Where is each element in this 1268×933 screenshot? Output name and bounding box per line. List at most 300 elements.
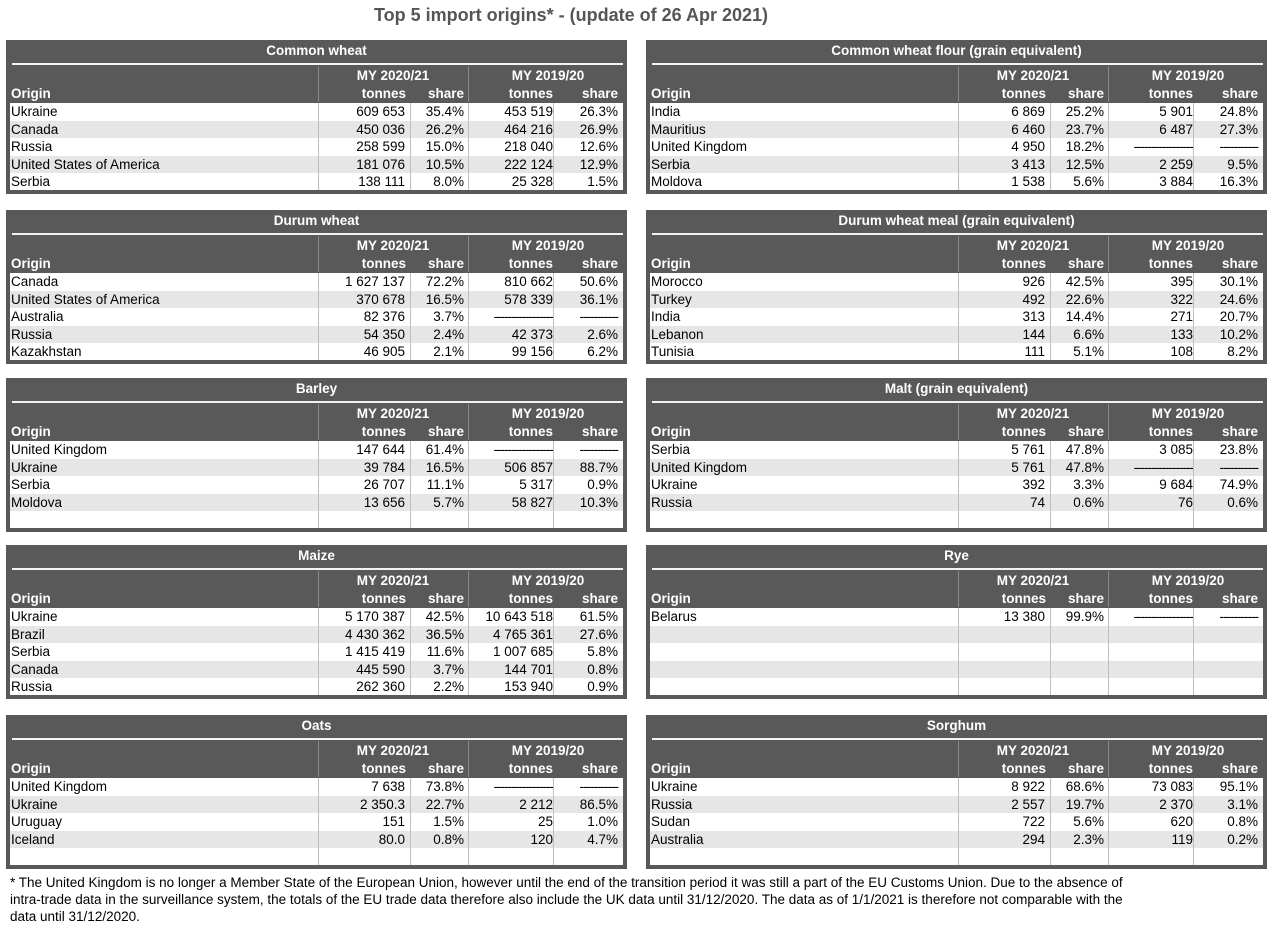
share-2019-20-cell: 0.8%: [587, 661, 618, 677]
header-tonnes-2019-20: tonnes: [508, 424, 553, 439]
origin-cell: Australia: [651, 831, 704, 847]
table-row: [650, 661, 1263, 679]
header-my-2019-20: MY 2019/20: [511, 238, 585, 253]
tonnes-2020-21-cell: 609 653: [356, 104, 405, 119]
header-tonnes-2019-20: tonnes: [508, 591, 553, 606]
tonnes-2020-21-cell: 1 415 419: [344, 644, 405, 659]
panel-common-wheat: [6, 40, 627, 194]
table-row: [10, 643, 623, 661]
tonnes-2020-21-cell: 492: [1022, 291, 1045, 307]
header-share-2020-21: share: [427, 761, 464, 776]
table-row: [10, 678, 623, 696]
column-line: [1050, 273, 1051, 360]
header-my-2019-20: MY 2019/20: [511, 743, 585, 758]
share-2019-20-cell: 12.6%: [579, 139, 618, 154]
origin-cell: Ukraine: [11, 609, 58, 624]
share-2020-21-cell: 11.1%: [426, 477, 464, 492]
table-rows: [650, 778, 1263, 865]
table-row: [650, 441, 1263, 459]
tonnes-2019-20-cell: 5 901: [1159, 104, 1193, 119]
tonnes-2020-21-cell: 926: [1022, 274, 1045, 289]
header-origin: Origin: [11, 424, 51, 439]
panel-title: Durum wheat meal (grain equivalent): [838, 213, 1075, 228]
column-header: [650, 571, 1263, 607]
tonnes-2019-20-cell: 6 487: [1159, 121, 1193, 137]
column-line: [468, 273, 469, 360]
share-2019-20-cell: 5.8%: [587, 644, 618, 659]
panel-body: [650, 741, 1263, 865]
share-2019-20-cell: 4.7%: [587, 831, 618, 847]
title-divider: [12, 738, 623, 740]
origin-cell: United States of America: [11, 156, 160, 172]
share-2020-21-cell: 72.2%: [425, 274, 464, 289]
share-2020-21-cell: 36.5%: [425, 626, 464, 642]
share-2020-21-cell: 11.6%: [426, 644, 464, 659]
origin-cell: Russia: [11, 139, 53, 154]
table-row: [650, 476, 1263, 494]
column-line: [410, 273, 411, 360]
origin-cell: Russia: [651, 494, 693, 510]
panel-body: [10, 571, 623, 695]
header-tonnes-2020-21: tonnes: [1001, 424, 1046, 439]
header-separator: [468, 404, 469, 440]
tonnes-2019-20-cell: 271: [1170, 309, 1193, 324]
tonnes-2020-21-cell: 80.0: [378, 831, 405, 847]
origin-cell: Canada: [11, 661, 59, 677]
tonnes-2019-20-cell: 2 212: [519, 796, 553, 812]
header-share-2019-20: share: [581, 591, 618, 606]
origin-cell: Iceland: [11, 831, 55, 847]
table-row: [10, 778, 623, 796]
table-row: [10, 326, 623, 344]
panel-durum-wheat-meal-grain-equivalent: [646, 210, 1267, 364]
share-2020-21-cell: 68.6%: [1065, 779, 1104, 794]
share-2019-20-cell: 95.1%: [1219, 779, 1258, 794]
tonnes-2019-20-cell: 9 684: [1159, 477, 1193, 492]
table-row: [650, 608, 1263, 626]
column-line: [1193, 778, 1194, 865]
column-line: [958, 103, 959, 190]
tonnes-2019-20-cell: -----------------: [1133, 459, 1193, 475]
tonnes-2019-20-cell: 810 662: [504, 274, 553, 289]
tonnes-2020-21-cell: 3 413: [1011, 156, 1045, 172]
header-separator: [1108, 404, 1109, 440]
origin-cell: Canada: [11, 121, 59, 137]
column-line: [958, 608, 959, 695]
table-rows: [10, 441, 623, 528]
share-2020-21-cell: 2.3%: [1073, 831, 1104, 847]
title-divider: [12, 63, 623, 65]
tonnes-2019-20-cell: 119: [1171, 831, 1193, 847]
panel-body: [650, 404, 1263, 528]
table-row: [650, 326, 1263, 344]
header-share-2019-20: share: [1221, 761, 1258, 776]
header-tonnes-2020-21: tonnes: [1001, 86, 1046, 101]
table-row: [650, 173, 1263, 191]
panel-title: Common wheat: [266, 43, 367, 58]
table-row: [10, 121, 623, 139]
share-2020-21-cell: 2.1%: [433, 344, 464, 359]
tonnes-2020-21-cell: 111: [1024, 344, 1045, 359]
tonnes-2020-21-cell: 26 707: [363, 477, 405, 492]
share-2020-21-cell: 19.7%: [1065, 796, 1104, 812]
header-origin: Origin: [11, 761, 51, 776]
origin-cell: Sudan: [651, 814, 691, 829]
origin-cell: Turkey: [651, 291, 692, 307]
header-tonnes-2020-21: tonnes: [361, 424, 406, 439]
table-row: [10, 343, 623, 361]
header-tonnes-2019-20: tonnes: [1148, 424, 1193, 439]
panel-maize: [6, 545, 627, 699]
tonnes-2019-20-cell: 99 156: [511, 344, 553, 359]
panel-body: [10, 66, 623, 190]
origin-cell: Russia: [11, 326, 53, 342]
column-header: [650, 404, 1263, 440]
origin-cell: Moldova: [651, 174, 703, 189]
column-header: [10, 66, 623, 102]
share-2020-21-cell: 14.4%: [1065, 309, 1104, 324]
header-share-2019-20: share: [1221, 86, 1258, 101]
origin-cell: Tunisia: [651, 344, 695, 359]
tonnes-2019-20-cell: -----------------: [1133, 609, 1193, 624]
table-row: [650, 308, 1263, 326]
column-line: [318, 273, 319, 360]
share-2019-20-cell: 2.6%: [587, 326, 618, 342]
column-header: [650, 236, 1263, 272]
tonnes-2019-20-cell: 464 216: [504, 121, 553, 137]
origin-cell: Canada: [11, 274, 59, 289]
origin-cell: Mauritius: [651, 121, 706, 137]
table-row: [10, 848, 623, 866]
share-2019-20-cell: 26.9%: [579, 121, 618, 137]
column-line: [468, 441, 469, 528]
panel-body: [10, 236, 623, 360]
tonnes-2020-21-cell: 54 350: [363, 326, 405, 342]
header-separator: [958, 741, 959, 777]
page-title: Top 5 import origins* - (update of 26 Apr 2021): [373, 5, 769, 25]
tonnes-2020-21-cell: 6 460: [1011, 121, 1045, 137]
column-line: [958, 273, 959, 360]
tonnes-2020-21-cell: 144: [1022, 326, 1045, 342]
header-my-2020-21: MY 2020/21: [356, 238, 430, 253]
tonnes-2020-21-cell: 8 922: [1011, 779, 1045, 794]
table-rows: [10, 103, 623, 190]
share-2020-21-cell: 42.5%: [425, 609, 464, 624]
tonnes-2020-21-cell: 1 627 137: [344, 274, 405, 289]
share-2020-21-cell: 12.5%: [1065, 156, 1104, 172]
tonnes-2020-21-cell: 5 170 387: [344, 609, 405, 624]
column-line: [1193, 103, 1194, 190]
header-my-2019-20: MY 2019/20: [1151, 743, 1225, 758]
share-2019-20-cell: -----------: [579, 779, 618, 794]
header-separator: [468, 236, 469, 272]
panel-rye: [646, 545, 1267, 699]
origin-cell: Ukraine: [651, 779, 698, 794]
panel-common-wheat-flour-grain-equivalent: [646, 40, 1267, 194]
column-line: [1108, 778, 1109, 865]
column-line: [1193, 608, 1194, 695]
header-separator: [318, 236, 319, 272]
share-2019-20-cell: 27.6%: [579, 626, 618, 642]
share-2020-21-cell: 61.4%: [425, 442, 464, 457]
footnote: * The United Kingdom is no longer a Member State of the European Union, however until the end of the transition period it was still a part of the EU Customs Union. Due to the absence of intra-trade data in the surveillance system, the totals of the EU trade data therefore also include the UK data until 31/12/2020. The data as of 1/1/2021 is therefore not comparable with the data until 31/12/2020.: [10, 875, 1123, 924]
column-line: [410, 608, 411, 695]
header-separator: [468, 741, 469, 777]
tonnes-2020-21-cell: 7 638: [371, 779, 405, 794]
header-share-2020-21: share: [1067, 761, 1104, 776]
tonnes-2019-20-cell: 620: [1170, 814, 1193, 829]
share-2020-21-cell: 25.2%: [1065, 104, 1104, 119]
tonnes-2019-20-cell: 222 124: [504, 156, 553, 172]
column-line: [1050, 441, 1051, 528]
table-row: [650, 459, 1263, 477]
column-line: [1193, 441, 1194, 528]
header-my-2019-20: MY 2019/20: [511, 406, 585, 421]
header-separator: [318, 571, 319, 607]
share-2020-21-cell: 6.6%: [1073, 326, 1104, 342]
header-tonnes-2019-20: tonnes: [1148, 86, 1193, 101]
tonnes-2020-21-cell: 370 678: [356, 291, 405, 307]
share-2020-21-cell: 2.4%: [433, 326, 464, 342]
table-row: [10, 273, 623, 291]
header-my-2020-21: MY 2020/21: [996, 743, 1070, 758]
header-tonnes-2019-20: tonnes: [508, 86, 553, 101]
header-my-2020-21: MY 2020/21: [996, 238, 1070, 253]
tonnes-2019-20-cell: 578 339: [504, 291, 553, 307]
table-rows: [650, 273, 1263, 360]
tonnes-2019-20-cell: 218 040: [504, 139, 553, 154]
table-row: [10, 626, 623, 644]
table-row: [10, 173, 623, 191]
table-row: [10, 494, 623, 512]
origin-cell: Serbia: [651, 156, 691, 172]
share-2020-21-cell: 1.5%: [433, 814, 464, 829]
origin-cell: Kazakhstan: [11, 344, 82, 359]
share-2020-21-cell: 0.8%: [433, 831, 464, 847]
column-line: [318, 441, 319, 528]
title-divider: [652, 568, 1263, 570]
column-line: [1050, 778, 1051, 865]
header-share-2019-20: share: [581, 424, 618, 439]
share-2019-20-cell: 24.8%: [1219, 104, 1258, 119]
panel-oats: [6, 715, 627, 869]
origin-cell: Uruguay: [11, 814, 63, 829]
title-divider: [12, 568, 623, 570]
header-share-2020-21: share: [427, 86, 464, 101]
share-2019-20-cell: 16.3%: [1219, 174, 1258, 189]
table-row: [650, 343, 1263, 361]
table-rows: [650, 441, 1263, 528]
origin-cell: Russia: [651, 796, 693, 812]
panel-durum-wheat: [6, 210, 627, 364]
tonnes-2019-20-cell: -----------------: [493, 779, 553, 794]
panel-body: [650, 571, 1263, 695]
header-my-2019-20: MY 2019/20: [1151, 406, 1225, 421]
origin-cell: United States of America: [11, 291, 160, 307]
table-row: [650, 813, 1263, 831]
share-2019-20-cell: 3.1%: [1227, 796, 1258, 812]
origin-cell: Serbia: [11, 644, 51, 659]
header-my-2019-20: MY 2019/20: [511, 573, 585, 588]
share-2019-20-cell: 88.7%: [579, 459, 618, 475]
panel-body: [650, 236, 1263, 360]
header-origin: Origin: [11, 256, 51, 271]
share-2019-20-cell: 12.9%: [579, 156, 618, 172]
tonnes-2020-21-cell: 82 376: [363, 309, 405, 324]
tonnes-2019-20-cell: 133: [1170, 326, 1193, 342]
header-tonnes-2020-21: tonnes: [361, 591, 406, 606]
title-divider: [12, 401, 623, 403]
table-row: [10, 441, 623, 459]
header-my-2019-20: MY 2019/20: [1151, 573, 1225, 588]
share-2019-20-cell: 30.1%: [1219, 274, 1258, 289]
share-2019-20-cell: 6.2%: [587, 344, 618, 359]
table-row: [10, 796, 623, 814]
column-line: [1050, 103, 1051, 190]
panel-body: [10, 741, 623, 865]
title-divider: [652, 401, 1263, 403]
table-row: [650, 138, 1263, 156]
column-line: [1108, 608, 1109, 695]
tonnes-2019-20-cell: 2 370: [1159, 796, 1193, 812]
header-tonnes-2019-20: tonnes: [1148, 761, 1193, 776]
header-tonnes-2020-21: tonnes: [361, 256, 406, 271]
origin-cell: Serbia: [11, 477, 51, 492]
tonnes-2019-20-cell: 76: [1177, 494, 1193, 510]
share-2020-21-cell: 3.7%: [433, 309, 464, 324]
table-row: [650, 156, 1263, 174]
share-2020-21-cell: 22.6%: [1065, 291, 1104, 307]
tonnes-2020-21-cell: 5 761: [1011, 442, 1045, 457]
table-row: [10, 608, 623, 626]
table-row: [10, 511, 623, 529]
table-row: [10, 103, 623, 121]
tonnes-2019-20-cell: -----------------: [493, 442, 553, 457]
origin-cell: Morocco: [651, 274, 703, 289]
title-divider: [652, 738, 1263, 740]
origin-cell: Serbia: [651, 442, 691, 457]
tonnes-2020-21-cell: 392: [1022, 477, 1045, 492]
panel-sorghum: [646, 715, 1267, 869]
header-origin: Origin: [651, 86, 691, 101]
origin-cell: Lebanon: [651, 326, 704, 342]
share-2019-20-cell: 10.3%: [579, 494, 618, 510]
tonnes-2020-21-cell: 1 538: [1011, 174, 1045, 189]
table-row: [10, 138, 623, 156]
share-2020-21-cell: 2.2%: [433, 679, 464, 694]
tonnes-2019-20-cell: 25 328: [511, 174, 553, 189]
table-row: [10, 459, 623, 477]
tonnes-2019-20-cell: 506 857: [504, 459, 553, 475]
tonnes-2020-21-cell: 13 380: [1003, 609, 1045, 624]
share-2020-21-cell: 10.5%: [425, 156, 464, 172]
share-2020-21-cell: 8.0%: [433, 174, 464, 189]
share-2020-21-cell: 23.7%: [1065, 121, 1104, 137]
share-2019-20-cell: 1.0%: [587, 814, 618, 829]
share-2020-21-cell: 22.7%: [425, 796, 464, 812]
tonnes-2019-20-cell: 25: [537, 814, 553, 829]
share-2019-20-cell: 23.8%: [1219, 442, 1258, 457]
share-2020-21-cell: 16.5%: [425, 459, 464, 475]
table-rows: [10, 778, 623, 865]
origin-cell: Serbia: [11, 174, 51, 189]
column-line: [1050, 608, 1051, 695]
tonnes-2020-21-cell: 46 905: [363, 344, 405, 359]
tonnes-2019-20-cell: 120: [530, 831, 553, 847]
header-separator: [1108, 236, 1109, 272]
tonnes-2020-21-cell: 2 557: [1011, 796, 1045, 812]
share-2019-20-cell: 8.2%: [1227, 344, 1258, 359]
table-row: [650, 511, 1263, 529]
header-share-2020-21: share: [1067, 256, 1104, 271]
column-line: [958, 778, 959, 865]
tonnes-2020-21-cell: 147 644: [356, 442, 405, 457]
share-2019-20-cell: 0.9%: [587, 679, 618, 694]
tonnes-2019-20-cell: 108: [1170, 344, 1193, 359]
origin-cell: India: [651, 104, 681, 119]
tonnes-2020-21-cell: 722: [1022, 814, 1045, 829]
header-separator: [958, 571, 959, 607]
header-separator: [468, 66, 469, 102]
share-2019-20-cell: 0.8%: [1227, 814, 1258, 829]
share-2019-20-cell: 24.6%: [1219, 291, 1258, 307]
tonnes-2019-20-cell: 453 519: [504, 104, 553, 119]
header-share-2019-20: share: [581, 86, 618, 101]
header-origin: Origin: [651, 761, 691, 776]
column-line: [468, 608, 469, 695]
origin-cell: Ukraine: [11, 459, 58, 475]
share-2019-20-cell: -----------: [579, 309, 618, 324]
panel-body: [650, 66, 1263, 190]
header-share-2019-20: share: [581, 256, 618, 271]
share-2020-21-cell: 47.8%: [1065, 459, 1104, 475]
tonnes-2020-21-cell: 4 430 362: [344, 626, 405, 642]
panel-title: Common wheat flour (grain equivalent): [831, 43, 1082, 58]
header-my-2019-20: MY 2019/20: [1151, 68, 1225, 83]
table-row: [650, 643, 1263, 661]
header-tonnes-2019-20: tonnes: [508, 761, 553, 776]
column-line: [553, 778, 554, 865]
header-share-2020-21: share: [427, 591, 464, 606]
origin-cell: Belarus: [651, 609, 697, 624]
share-2019-20-cell: -----------: [579, 442, 618, 457]
title-divider: [652, 233, 1263, 235]
header-my-2020-21: MY 2020/21: [356, 68, 430, 83]
table-row: [10, 831, 623, 849]
tonnes-2019-20-cell: 4 765 361: [492, 626, 553, 642]
column-line: [553, 441, 554, 528]
tonnes-2019-20-cell: 5 317: [519, 477, 553, 492]
tonnes-2020-21-cell: 450 036: [356, 121, 405, 137]
table-row: [10, 156, 623, 174]
column-line: [1108, 103, 1109, 190]
column-line: [468, 778, 469, 865]
header-separator: [1108, 66, 1109, 102]
header-tonnes-2019-20: tonnes: [1148, 256, 1193, 271]
share-2019-20-cell: 50.6%: [579, 274, 618, 289]
column-line: [958, 441, 959, 528]
title-divider: [652, 63, 1263, 65]
share-2020-21-cell: 3.3%: [1073, 477, 1104, 492]
share-2019-20-cell: 0.2%: [1227, 831, 1258, 847]
table-rows: [650, 608, 1263, 695]
column-header: [650, 741, 1263, 777]
share-2019-20-cell: 0.9%: [587, 477, 618, 492]
share-2019-20-cell: 86.5%: [579, 796, 618, 812]
share-2020-21-cell: 3.7%: [433, 661, 464, 677]
column-line: [1108, 273, 1109, 360]
tonnes-2020-21-cell: 445 590: [356, 661, 405, 677]
